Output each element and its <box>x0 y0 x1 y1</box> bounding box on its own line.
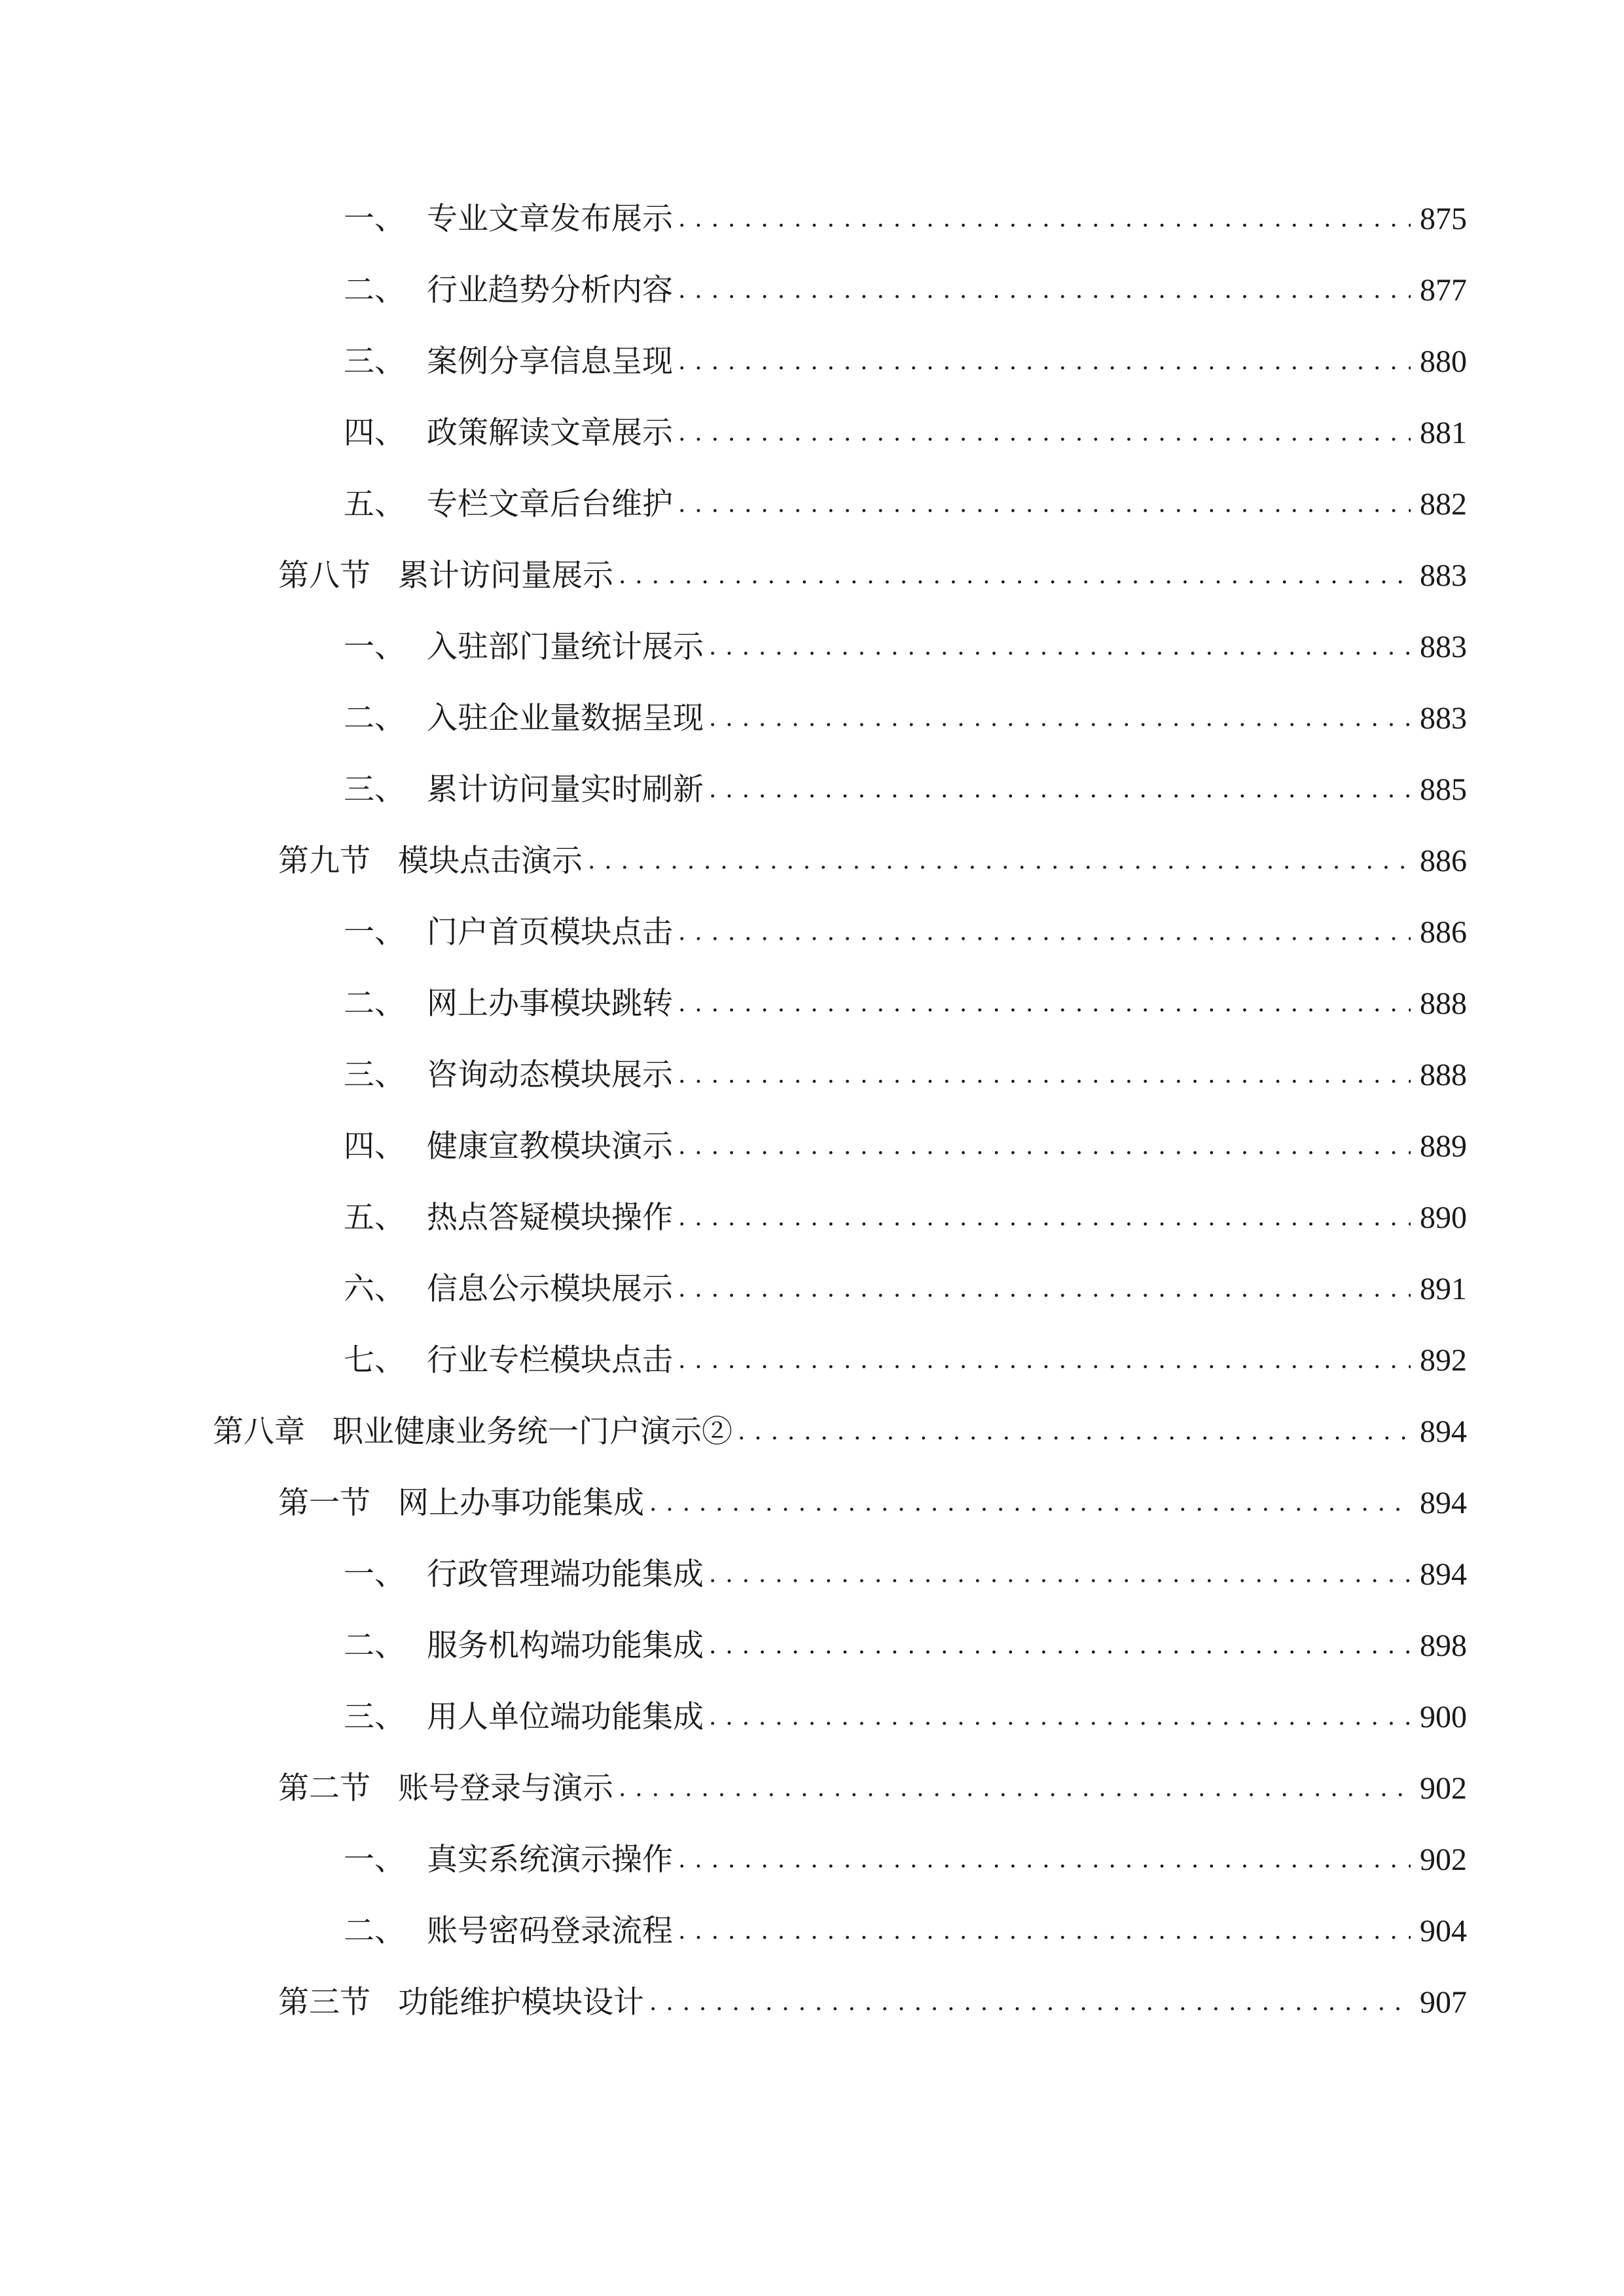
entry-title: 账号登录与演示 <box>398 1770 613 1806</box>
toc-entry[interactable] <box>344 692 1467 745</box>
entry-number: 四、 <box>344 415 405 451</box>
entry-title: 门户首页模块点击 <box>427 914 673 950</box>
dot-leader <box>678 1905 1411 1958</box>
entry-page-number: 882 <box>1420 487 1467 522</box>
toc-entry[interactable] <box>344 764 1467 816</box>
entry-page-number: 875 <box>1420 202 1467 236</box>
entry-page-number: 888 <box>1420 1058 1467 1092</box>
entry-page-number: 892 <box>1420 1343 1467 1378</box>
entry-title: 累计访问量实时刷新 <box>427 772 704 808</box>
dot-leader <box>649 1477 1411 1530</box>
dot-leader <box>709 621 1411 673</box>
dot-leader <box>678 1834 1411 1886</box>
dot-leader <box>678 336 1411 388</box>
entry-number: 第八章 <box>213 1414 305 1450</box>
entry-number: 五、 <box>344 1200 405 1236</box>
dot-leader <box>738 1406 1411 1458</box>
entry-page-number: 894 <box>1420 1414 1467 1449</box>
dot-leader <box>678 1121 1411 1173</box>
toc-entry[interactable] <box>344 1335 1467 1387</box>
entry-title: 职业健康业务统一门户演示② <box>333 1414 732 1450</box>
entry-number: 三、 <box>344 344 405 380</box>
toc-entry[interactable] <box>344 1121 1467 1173</box>
dot-leader <box>678 1263 1411 1316</box>
entry-title: 咨询动态模块展示 <box>427 1057 673 1093</box>
dot-leader <box>678 1049 1411 1102</box>
toc-entry[interactable] <box>344 193 1467 245</box>
entry-number: 第三节 <box>278 1984 370 2020</box>
entry-page-number: 904 <box>1420 1914 1467 1948</box>
entry-title: 专栏文章后台维护 <box>427 486 673 522</box>
dot-leader <box>619 1763 1411 1815</box>
entry-title: 热点答疑模块操作 <box>427 1200 673 1236</box>
entry-number: 一、 <box>344 1556 405 1592</box>
entry-title: 网上办事模块跳转 <box>427 986 673 1022</box>
toc-entry[interactable] <box>344 621 1467 673</box>
entry-number: 一、 <box>344 201 405 237</box>
dot-leader <box>678 906 1411 959</box>
entry-title: 账号密码登录流程 <box>427 1913 673 1949</box>
entry-page-number: 886 <box>1420 844 1467 878</box>
entry-number: 七、 <box>344 1342 405 1378</box>
dot-leader <box>709 1620 1411 1672</box>
entry-page-number: 894 <box>1420 1486 1467 1520</box>
entry-page-number: 883 <box>1420 630 1467 664</box>
dot-leader <box>678 193 1411 245</box>
toc-entry[interactable] <box>344 1834 1467 1886</box>
entry-page-number: 880 <box>1420 344 1467 379</box>
entry-number: 第九节 <box>278 843 370 879</box>
dot-leader <box>709 1691 1411 1744</box>
entry-number: 一、 <box>344 914 405 950</box>
entry-page-number: 890 <box>1420 1200 1467 1235</box>
entry-title: 累计访问量展示 <box>398 558 613 594</box>
entry-number: 二、 <box>344 700 405 736</box>
toc-entry[interactable] <box>344 978 1467 1030</box>
entry-number: 二、 <box>344 1628 405 1664</box>
dot-leader <box>588 835 1411 888</box>
entry-page-number: 888 <box>1420 986 1467 1021</box>
entry-number: 一、 <box>344 1842 405 1878</box>
dot-leader <box>709 764 1411 816</box>
entry-title: 真实系统演示操作 <box>427 1842 673 1878</box>
toc-entry[interactable] <box>344 1263 1467 1316</box>
entry-title: 入驻企业量数据呈现 <box>427 700 704 736</box>
entry-page-number: 883 <box>1420 558 1467 593</box>
dot-leader <box>649 1977 1411 2029</box>
entry-page-number: 898 <box>1420 1628 1467 1663</box>
toc-entry[interactable] <box>344 264 1467 317</box>
dot-leader <box>678 407 1411 459</box>
dot-leader <box>678 1335 1411 1387</box>
dot-leader <box>678 264 1411 317</box>
entry-number: 五、 <box>344 486 405 522</box>
entry-number: 二、 <box>344 986 405 1022</box>
entry-title: 信息公示模块展示 <box>427 1271 673 1307</box>
toc-entry[interactable] <box>344 336 1467 388</box>
toc-entry[interactable] <box>278 550 1467 602</box>
entry-number: 第二节 <box>278 1770 370 1806</box>
dot-leader <box>619 550 1411 602</box>
entry-number: 第一节 <box>278 1485 370 1521</box>
entry-title: 服务机构端功能集成 <box>427 1628 704 1664</box>
entry-page-number: 902 <box>1420 1771 1467 1806</box>
entry-number: 二、 <box>344 1913 405 1949</box>
toc-entry[interactable] <box>344 1620 1467 1672</box>
entry-title: 功能维护模块设计 <box>398 1984 644 2020</box>
entry-page-number: 894 <box>1420 1557 1467 1592</box>
toc-entry[interactable] <box>344 906 1467 959</box>
entry-number: 第八节 <box>278 558 370 594</box>
entry-title: 行政管理端功能集成 <box>427 1556 704 1592</box>
entry-page-number: 885 <box>1420 772 1467 807</box>
entry-title: 健康宣教模块演示 <box>427 1128 673 1164</box>
entry-title: 网上办事功能集成 <box>398 1485 644 1521</box>
dot-leader <box>709 692 1411 745</box>
entry-title: 行业趋势分析内容 <box>427 272 673 308</box>
toc-entry[interactable] <box>344 1049 1467 1102</box>
entry-title: 政策解读文章展示 <box>427 415 673 451</box>
entry-page-number: 886 <box>1420 915 1467 950</box>
entry-title: 行业专栏模块点击 <box>427 1342 673 1378</box>
entry-page-number: 883 <box>1420 701 1467 736</box>
toc-entry[interactable] <box>344 1192 1467 1244</box>
dot-leader <box>678 478 1411 531</box>
toc-entry[interactable] <box>344 1691 1467 1744</box>
entry-title: 入驻部门量统计展示 <box>427 629 704 665</box>
entry-page-number: 889 <box>1420 1129 1467 1164</box>
toc-entry[interactable] <box>213 1406 1467 1458</box>
entry-title: 用人单位端功能集成 <box>427 1699 704 1735</box>
toc-entry[interactable] <box>278 1763 1467 1815</box>
entry-number: 四、 <box>344 1128 405 1164</box>
entry-number: 三、 <box>344 772 405 808</box>
entry-page-number: 902 <box>1420 1842 1467 1877</box>
toc-entry[interactable] <box>278 1977 1467 2029</box>
entry-page-number: 877 <box>1420 273 1467 308</box>
entry-number: 三、 <box>344 1699 405 1735</box>
entry-number: 二、 <box>344 272 405 308</box>
entry-number: 三、 <box>344 1057 405 1093</box>
entry-page-number: 907 <box>1420 1985 1467 2020</box>
toc-entry[interactable] <box>278 1477 1467 1530</box>
entry-title: 专业文章发布展示 <box>427 201 673 237</box>
dot-leader <box>678 1192 1411 1244</box>
entry-number: 六、 <box>344 1271 405 1307</box>
entry-number: 一、 <box>344 629 405 665</box>
entry-page-number: 900 <box>1420 1700 1467 1734</box>
entry-page-number: 881 <box>1420 416 1467 450</box>
dot-leader <box>678 978 1411 1030</box>
entry-title: 模块点击演示 <box>398 843 583 879</box>
toc-entry[interactable] <box>344 1549 1467 1601</box>
toc-entry[interactable] <box>344 407 1467 459</box>
entry-title: 案例分享信息呈现 <box>427 344 673 380</box>
toc-entry[interactable] <box>278 835 1467 888</box>
entry-page-number: 891 <box>1420 1272 1467 1306</box>
toc-entry[interactable] <box>344 478 1467 531</box>
toc-entry[interactable] <box>344 1905 1467 1958</box>
dot-leader <box>709 1549 1411 1601</box>
